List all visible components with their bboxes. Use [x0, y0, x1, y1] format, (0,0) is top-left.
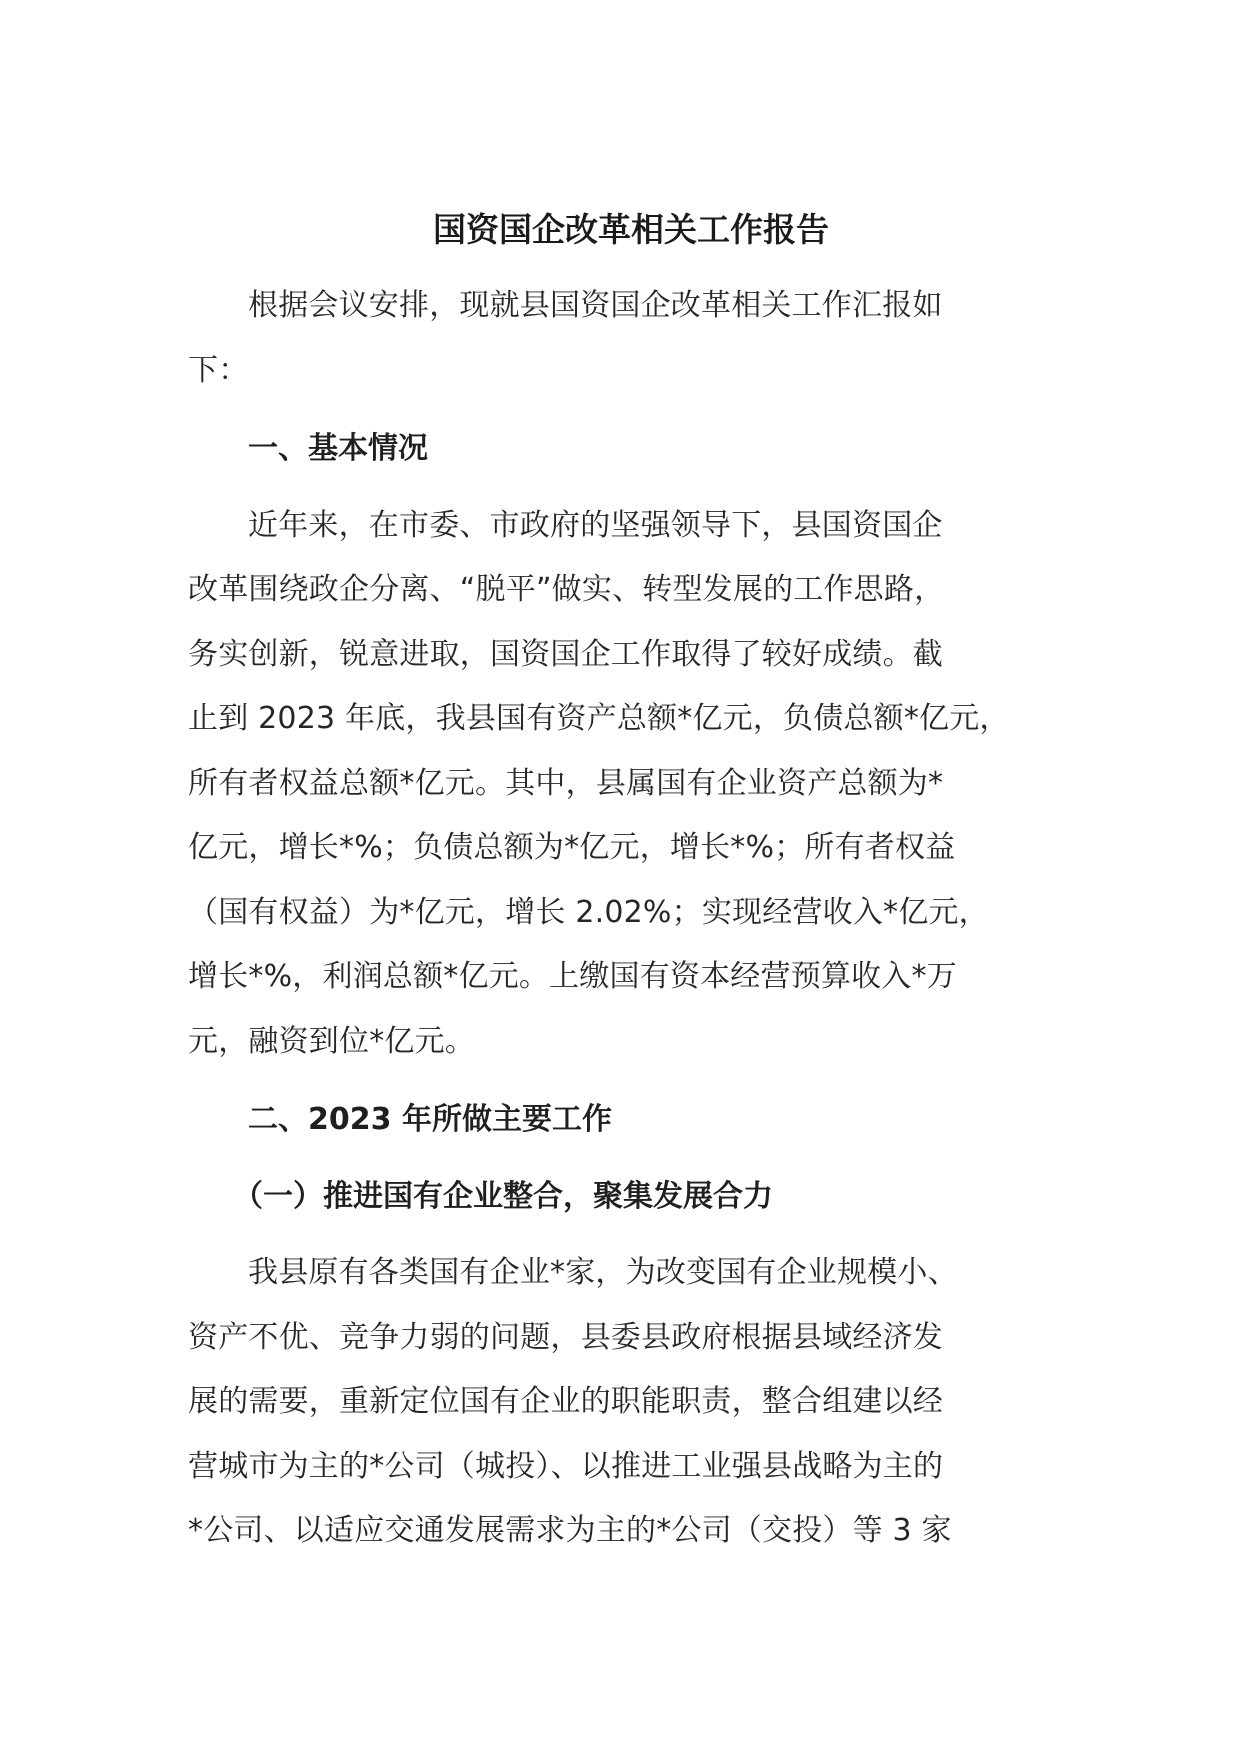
paragraph-line: （国有权益）为*亿元，增长 2.02%；实现经营收入*亿元， [188, 894, 989, 930]
paragraph-line: 我县原有各类国有企业*家，为改变国有企业规模小、 [248, 1255, 958, 1290]
intro-paragraph [188, 274, 1074, 403]
paragraph-line: *公司、以适应交通发展需求为主的*公司（交投）等 3 家 [188, 1513, 952, 1548]
paragraph-line: 改革围绕政企分离、“脱平”做实、转型发展的工作思路， [188, 572, 945, 607]
document-title: 国资国企改革相关工作报告 [433, 210, 829, 249]
subsection-heading-integration: （一）推进国有企业整合，聚集发展合力 [233, 1178, 773, 1214]
document-body [188, 198, 1074, 1564]
paragraph-line: 展的需要，重新定位国有企业的职能职责，整合组建以经 [188, 1384, 943, 1419]
paragraph-line: 下： [188, 352, 249, 388]
paragraph-line: 近年来，在市委、市政府的坚强领导下，县国资国企 [248, 507, 943, 543]
paragraph-line: 所有者权益总额*亿元。其中，县属国有企业资产总额为* [188, 765, 944, 801]
paragraph-line: 止到 2023 年底，我县国有资产总额*亿元，负债总额*亿元， [188, 701, 1010, 736]
paragraph-line: 务实创新，锐意进取，国资国企工作取得了较好成绩。截 [188, 636, 943, 672]
paragraph-line: 亿元，增长*%；负债总额为*亿元，增长*%；所有者权益 [188, 830, 956, 865]
basic-situation-paragraph [188, 494, 1074, 1075]
paragraph-line: 元，融资到位*亿元。 [188, 1023, 475, 1059]
paragraph-line: 营城市为主的*公司（城投）、以推进工业强县战略为主的 [188, 1448, 944, 1484]
paragraph-line: 增长*%，利润总额*亿元。上缴国有资本经营预算收入*万 [188, 959, 957, 994]
paragraph-line: 根据会议安排，现就县国资国企改革相关工作汇报如 [248, 288, 943, 323]
integration-paragraph [188, 1241, 1074, 1564]
section-heading-main-work: 二、2023 年所做主要工作 [248, 1102, 612, 1137]
paragraph-line: 资产不优、竞争力弱的问题，县委县政府根据县域经济发 [188, 1319, 943, 1355]
section-heading-basic: 一、基本情况 [248, 431, 428, 466]
